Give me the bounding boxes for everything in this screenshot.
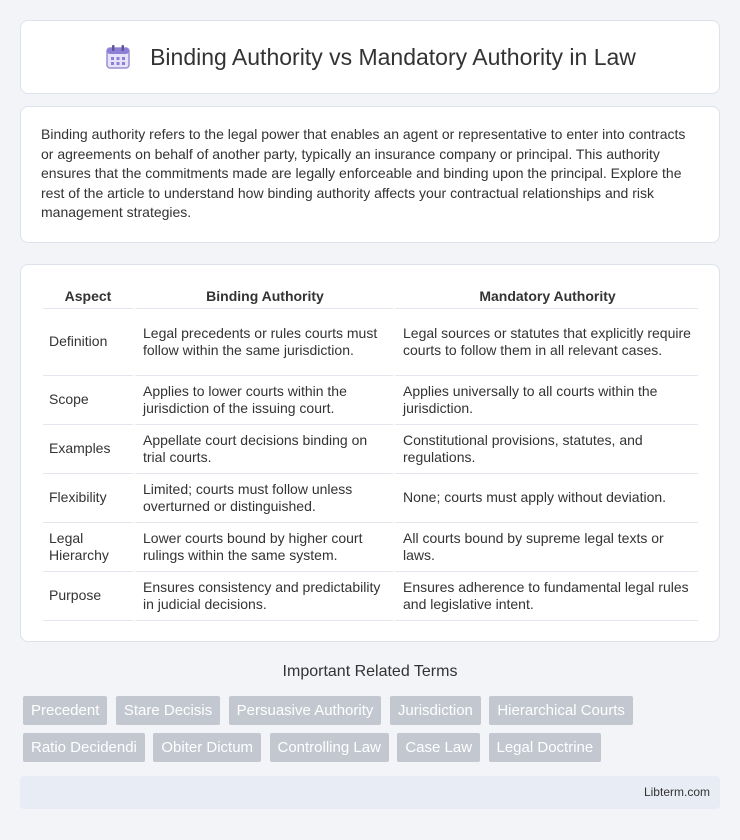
table-row (43, 376, 698, 425)
tag-stare-decisis[interactable]: Stare Decisis (116, 696, 220, 725)
tag-persuasive-authority[interactable]: Persuasive Authority (229, 696, 382, 725)
cell-mandatory: Applies universally to all courts within the jurisdiction. (393, 376, 698, 425)
tag-ratio-decidendi[interactable]: Ratio Decidendi (23, 733, 145, 762)
header-card (20, 20, 720, 94)
cell-binding: Ensures consistency and predictability in judicial decisions. (133, 572, 393, 621)
cell-aspect: Definition (43, 309, 133, 376)
cell-binding: Lower courts bound by higher court rulings within the same system. (133, 523, 393, 572)
intro-text: Binding authority refers to the legal power that enables an agent or representative to enter into contracts or agreements on behalf of another party, typically an insurance company or principal. This authority ensures that the commitments made are legally enforceable and binding upon the principal. Explore the rest of the article to understand how binding authority affects your contractual relationships and risk management strategies. (41, 126, 686, 221)
page-title: Binding Authority vs Mandatory Authority in Law (150, 43, 636, 70)
table-row (43, 425, 698, 474)
comparison-table (43, 285, 698, 621)
column-header-binding: Binding Authority (133, 285, 393, 309)
cell-binding: Applies to lower courts within the jurisdiction of the issuing court. (133, 376, 393, 425)
cell-mandatory: None; courts must apply without deviation. (393, 474, 698, 523)
cell-aspect: Flexibility (43, 474, 133, 523)
cell-binding: Legal precedents or rules courts must follow within the same jurisdiction. (133, 309, 393, 376)
footer (20, 776, 720, 809)
cell-aspect: Purpose (43, 572, 133, 621)
tag-case-law[interactable]: Case Law (397, 733, 480, 762)
tag-hierarchical-courts[interactable]: Hierarchical Courts (489, 696, 633, 725)
calendar-icon (104, 43, 132, 71)
table-row (43, 474, 698, 523)
table-row (43, 309, 698, 376)
table-header-row (43, 285, 698, 309)
tag-obiter-dictum[interactable]: Obiter Dictum (153, 733, 261, 762)
cell-aspect: Scope (43, 376, 133, 425)
footer-site-link[interactable]: Libterm.com (643, 785, 710, 799)
tag-controlling-law[interactable]: Controlling Law (270, 733, 389, 762)
cell-mandatory: Ensures adherence to fundamental legal rules and legislative intent. (393, 572, 698, 621)
related-terms-list (23, 696, 723, 770)
cell-mandatory: Constitutional provisions, statutes, and regulations. (393, 425, 698, 474)
intro-card (20, 106, 720, 243)
cell-mandatory: All courts bound by supreme legal texts or laws. (393, 523, 698, 572)
cell-aspect: Legal Hierarchy (43, 523, 133, 572)
tag-precedent[interactable]: Precedent (23, 696, 107, 725)
table-row (43, 572, 698, 621)
cell-binding: Limited; courts must follow unless overturned or distinguished. (133, 474, 393, 523)
column-header-mandatory: Mandatory Authority (393, 285, 698, 309)
cell-mandatory: Legal sources or statutes that explicitly require courts to follow them in all relevant cases. (393, 309, 698, 376)
table-row (43, 523, 698, 572)
comparison-card (20, 264, 720, 642)
cell-aspect: Examples (43, 425, 133, 474)
column-header-aspect: Aspect (43, 285, 133, 309)
cell-binding: Appellate court decisions binding on trial courts. (133, 425, 393, 474)
tag-jurisdiction[interactable]: Jurisdiction (390, 696, 481, 725)
tag-legal-doctrine[interactable]: Legal Doctrine (489, 733, 602, 762)
related-terms-title: Important Related Terms (282, 663, 458, 680)
